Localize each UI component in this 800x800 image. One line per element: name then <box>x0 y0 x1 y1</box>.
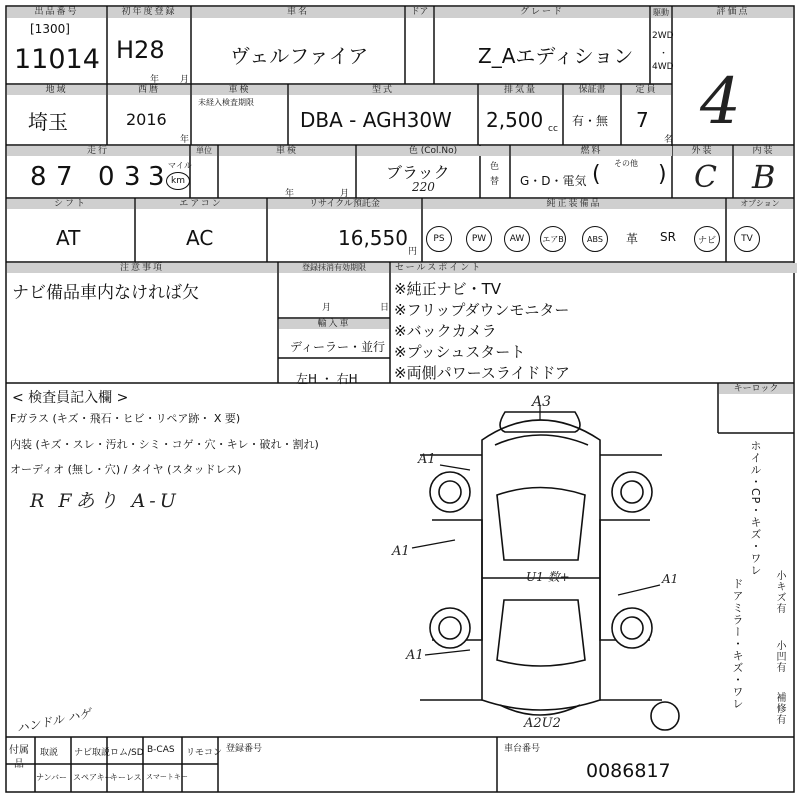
cc-header: 排気量 <box>479 85 562 95</box>
sales-point: ※フリップダウンモニター <box>394 301 570 319</box>
equip-ps: PS <box>426 226 452 252</box>
door-header: ドア <box>406 7 433 18</box>
fuel-open-paren: ( <box>592 162 601 187</box>
shift-header: シフト <box>7 199 134 209</box>
side-legend-wheel: ホイル・CP・キズ・ワレ <box>749 440 762 577</box>
capacity-value: 7 <box>636 108 649 132</box>
option-header: オプション <box>727 199 793 209</box>
sales-point: ※両側パワースライドドア <box>394 364 570 382</box>
first-reg-era: H28 <box>116 36 165 64</box>
recycle-unit: 円 <box>408 247 418 257</box>
rating-score: 4 <box>700 65 741 139</box>
first-reg-month-unit: 月 <box>180 75 190 85</box>
damage-mark: A3 <box>532 394 552 410</box>
sales-header: セールスポイント <box>391 263 797 273</box>
damage-mark: A1 <box>418 452 436 467</box>
first-reg-header: 初年度登録 <box>108 7 190 18</box>
footer-item: B-CAS <box>147 745 175 755</box>
footer-side-label: 付属品 <box>9 745 29 770</box>
capacity-header: 定員 <box>622 85 671 95</box>
lot-number: 11014 <box>14 44 100 75</box>
inspector-handwritten: R Fあり A-U <box>30 490 180 512</box>
drive-2wd: 2WD <box>652 31 674 41</box>
damage-mark: U1 数+ <box>526 570 570 584</box>
equipment-header: 純正装備品 <box>423 199 725 209</box>
equip-aw: AW <box>504 226 530 252</box>
mileage-digit: 0 <box>98 162 115 192</box>
import-header: 輸入車 <box>279 319 389 329</box>
lot-prefix: [1300] <box>30 22 70 36</box>
footer-item: ナンバー <box>36 773 68 782</box>
keylock-label: キーロック <box>719 384 793 394</box>
fuel-value: G・D・電気 <box>520 174 587 188</box>
footer-item: スマートキー <box>146 773 188 781</box>
damage-mark: A1 <box>392 544 410 559</box>
notes-text: ナビ備品車内なければ欠 <box>12 283 199 303</box>
steering-side: 左H ・ 右H <box>296 372 358 386</box>
car-diagram <box>420 412 662 715</box>
region-header: 地域 <box>7 85 106 95</box>
handle-note: ハンドル ハゲ <box>15 706 93 736</box>
lot-header: 出品番号 <box>7 7 106 18</box>
footer-item: 取説 <box>40 748 59 758</box>
inspection-note: 未経入検査期限 <box>198 98 254 107</box>
equip-pw: PW <box>466 226 492 252</box>
shaken-year-unit: 年 <box>285 189 295 199</box>
footer-item: ロム/SD <box>110 748 144 758</box>
damage-mark: A2U2 <box>524 716 561 731</box>
warranty-header: 保証書 <box>564 85 620 95</box>
warranty-value: 有・無 <box>572 114 609 128</box>
fuel-header: 燃料 <box>511 146 672 156</box>
car-name: ヴェルファイア <box>230 44 369 68</box>
footer-item: スペアキー <box>73 773 113 782</box>
drive-sep: ・ <box>659 49 669 59</box>
footer-reg-label: 登録番号 <box>226 744 263 754</box>
sales-point: ※純正ナビ・TV <box>394 280 501 298</box>
footer-item: リモコン <box>186 748 223 758</box>
fuel-close-paren: ) <box>658 162 667 187</box>
ac-header: エアコン <box>136 199 266 209</box>
damage-mark: A1 <box>662 572 679 586</box>
car-name-header: 車名 <box>192 7 404 18</box>
color-header: 色 (Col.No) <box>357 146 509 156</box>
mileage-unit-mile: マイル <box>168 161 192 170</box>
equip-leather: 革 <box>626 232 639 246</box>
year-header: 西暦 <box>108 85 190 95</box>
grade: Z_Aエディション <box>478 44 634 68</box>
unit-header: 単位 <box>191 146 217 156</box>
inspector-line: 内装 (キズ・スレ・汚れ・シミ・コゲ・穴・キレ・破れ・割れ) <box>10 438 319 451</box>
recycle-header: リサイクル預託金 <box>268 199 421 209</box>
equip-navi: ナビ <box>694 226 720 252</box>
mileage-digit: 3 <box>148 162 165 192</box>
notes-header: 注意事項 <box>7 263 277 273</box>
damage-mark: A1 <box>406 648 424 663</box>
cc-unit: cc <box>548 124 558 134</box>
chassis-number: 0086817 <box>586 760 671 782</box>
region: 埼玉 <box>28 110 68 134</box>
import-dealer: ディーラー・並行 <box>290 340 386 354</box>
inspect-header: 車検 <box>192 85 287 95</box>
valid-header: 登録抹消有効期限 <box>279 263 389 273</box>
ext-header: 外装 <box>673 146 732 156</box>
footer-item: ナビ取説 <box>74 748 111 758</box>
ac-value: AC <box>186 226 214 250</box>
color-code: 220 <box>412 180 435 194</box>
mileage-digit: 3 <box>124 162 141 192</box>
year-value: 2016 <box>126 110 167 129</box>
exterior-grade: C <box>694 160 717 195</box>
shaken-month-unit: 月 <box>340 189 350 199</box>
footer-item: キーレス <box>110 773 142 782</box>
mileage-digit: 7 <box>56 162 73 192</box>
shift-value: AT <box>56 226 81 250</box>
cc-value: 2,500 <box>486 108 544 132</box>
inspector-line: Fガラス (キズ・飛石・ヒビ・リペア跡・ X 要) <box>10 412 241 425</box>
model-header: 型式 <box>289 85 477 95</box>
side-repair: 補修有 <box>774 692 785 725</box>
equip-tv: TV <box>734 226 760 252</box>
interior-grade: B <box>752 158 776 196</box>
valid-day: 日 <box>380 303 390 313</box>
equip-abs: ABS <box>582 226 608 252</box>
int-header: 内装 <box>734 146 793 156</box>
recycle-value: 16,550 <box>338 226 408 250</box>
footer-chassis-label: 車台番号 <box>504 744 541 754</box>
color-change-label: 色替 <box>490 162 500 187</box>
mileage-digit: 8 <box>30 162 47 192</box>
side-legend-mirror: ドアミラー・キズ・ワレ <box>731 578 744 710</box>
sales-point: ※バックカメラ <box>394 322 497 340</box>
fuel-other-label: その他 <box>614 159 638 168</box>
grade-header: グレード <box>435 7 649 18</box>
first-reg-year-unit: 年 <box>150 75 160 85</box>
valid-month: 月 <box>322 303 332 313</box>
year-unit: 年 <box>180 135 190 145</box>
side-small-scratch: 小キズ有 <box>774 570 785 614</box>
mileage-unit-km: km <box>166 172 190 190</box>
wheels <box>430 472 679 730</box>
equip-sr: SR <box>660 230 676 244</box>
rating-header: 評価点 <box>673 7 793 18</box>
inspector-header: < 検査員記入欄 > <box>12 390 129 406</box>
drive-4wd: 4WD <box>652 62 674 72</box>
drive-header: 駆動 <box>653 8 669 17</box>
equip-airbag: エアB <box>540 226 566 252</box>
side-small-dent: 小凹有 <box>774 640 785 673</box>
sales-point: ※プッシュスタート <box>394 343 526 361</box>
model-code: DBA - AGH30W <box>300 108 452 132</box>
shaken-header: 車検 <box>219 146 355 156</box>
mileage-header: 走行 <box>7 146 189 156</box>
capacity-unit: 名 <box>664 135 674 145</box>
inspector-line: オーディオ (無し・穴) / タイヤ (スタッドレス) <box>10 463 242 476</box>
color-name: ブラック <box>386 163 450 182</box>
